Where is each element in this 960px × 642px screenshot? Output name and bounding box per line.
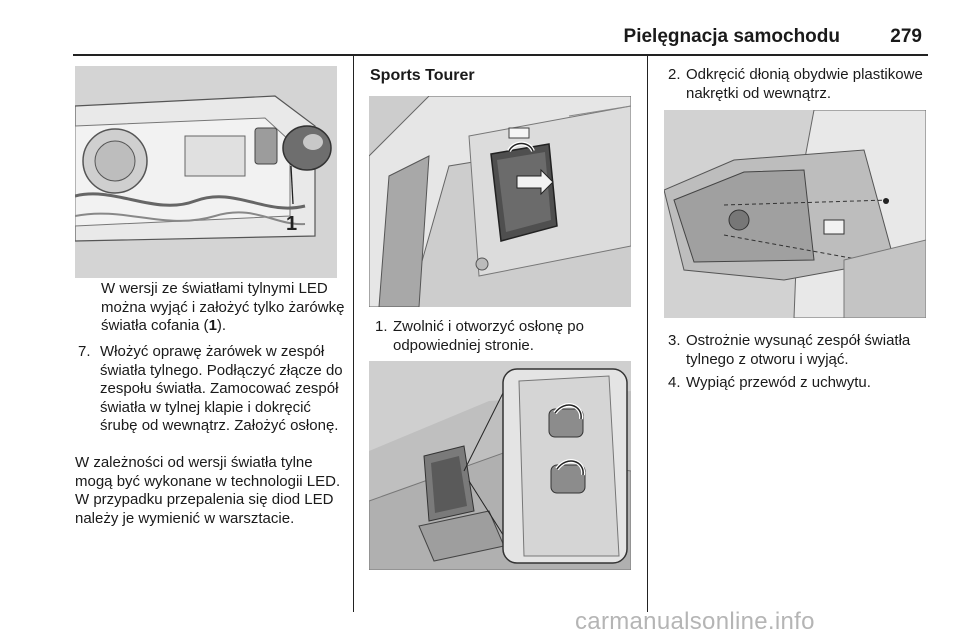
figure-callout: 1	[286, 213, 298, 235]
tail-light-removal-illustration	[664, 110, 926, 318]
column-divider-2	[647, 56, 648, 612]
step-4	[668, 374, 930, 393]
page-title: Pielęgnacja samochodu	[623, 26, 840, 47]
page-number: 279	[890, 26, 922, 47]
step-7	[78, 343, 348, 436]
step-number: 7.	[78, 343, 91, 360]
cover-release-illustration	[369, 96, 631, 307]
led-note	[101, 280, 349, 336]
nut-location-illustration	[369, 361, 631, 570]
step-text: Wypiąć przewód z uchwytu.	[686, 374, 871, 391]
step-3	[668, 332, 930, 369]
section-heading: Sports Tourer	[370, 67, 475, 84]
led-paragraph: W zależności od wersji światła tylne mogą być wykonane w technologii LED. W przypadku przepalenia się diod LED należy je wymienić w warsztacie.	[75, 454, 341, 527]
watermark: carmanualsonline.info	[575, 608, 815, 635]
step-number: 2.	[668, 66, 681, 83]
header-divider	[73, 54, 928, 56]
led-note-end: ).	[216, 317, 227, 334]
step-number: 3.	[668, 332, 681, 349]
led-note-callout: 1	[208, 317, 217, 334]
led-note-text: W wersji ze światłami tylnymi LED można wyjąć i założyć tylko żarówkę światła cofania (	[101, 280, 345, 334]
step-2	[668, 66, 930, 103]
step-1	[375, 318, 633, 355]
step-number: 4.	[668, 374, 681, 391]
bulb-holder-illustration	[75, 66, 337, 278]
step-text: Włożyć oprawę żarówek w zespół światła tylnego. Podłączyć złącze do zespołu światła. Zamocować zespół światła w tylnej klapie i dokręcić śrubę od wewnątrz. Założyć osłonę.	[100, 343, 343, 434]
step-number: 1.	[375, 318, 388, 335]
step-text: Odkręcić dłonią obydwie plastikowe nakrętki od wewnątrz.	[686, 66, 923, 102]
step-text: Zwolnić i otworzyć osłonę po odpowiedniej stronie.	[393, 318, 584, 354]
column-divider-1	[353, 56, 354, 612]
step-text: Ostrożnie wysunąć zespół światła tylnego z otworu i wyjąć.	[686, 332, 911, 368]
